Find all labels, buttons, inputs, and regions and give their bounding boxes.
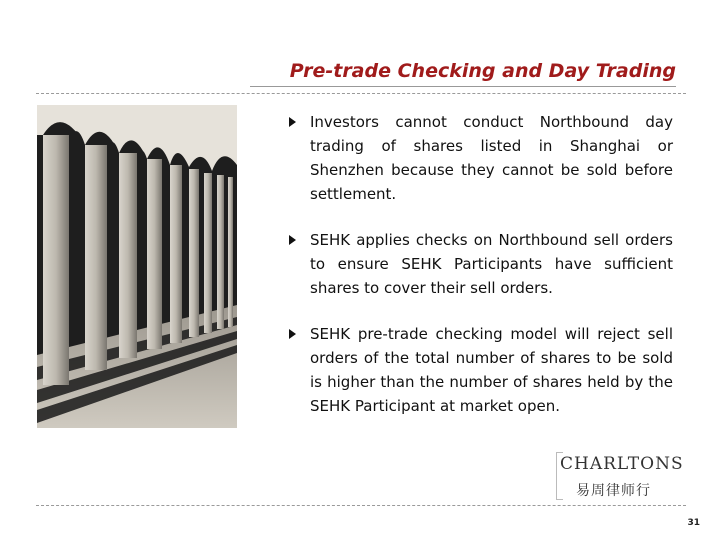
bottom-divider [36,505,686,506]
charltons-logo [556,452,682,502]
cloister-photo [37,105,237,428]
page-number: 31 [687,518,700,528]
bullet-list [289,110,673,440]
triangle-right-icon [289,329,296,339]
bullet-text: SEHK applies checks on Northbound sell orders to ensure SEHK Participants have sufficient shares to cover their sell orders. [310,231,673,297]
bullet-text: Investors cannot conduct Northbound day trading of shares listed in Shanghai or Shenzhen because they cannot be sold before settlement. [310,113,673,203]
list-item [289,228,673,300]
list-item [289,110,673,206]
logo-chinese: 易周律师行 [576,483,651,499]
bullet-text: SEHK pre-trade checking model will reject sell orders of the total number of shares to be sold is higher than the number of shares held by the SEHK Participant at market open. [310,325,673,415]
slide-title: Pre-trade Checking and Day Trading [289,60,676,82]
triangle-right-icon [289,235,296,245]
triangle-right-icon [289,117,296,127]
top-divider [36,93,686,94]
title-underline [250,86,676,87]
logo-name: CHARLTONS [560,454,684,474]
list-item [289,322,673,418]
